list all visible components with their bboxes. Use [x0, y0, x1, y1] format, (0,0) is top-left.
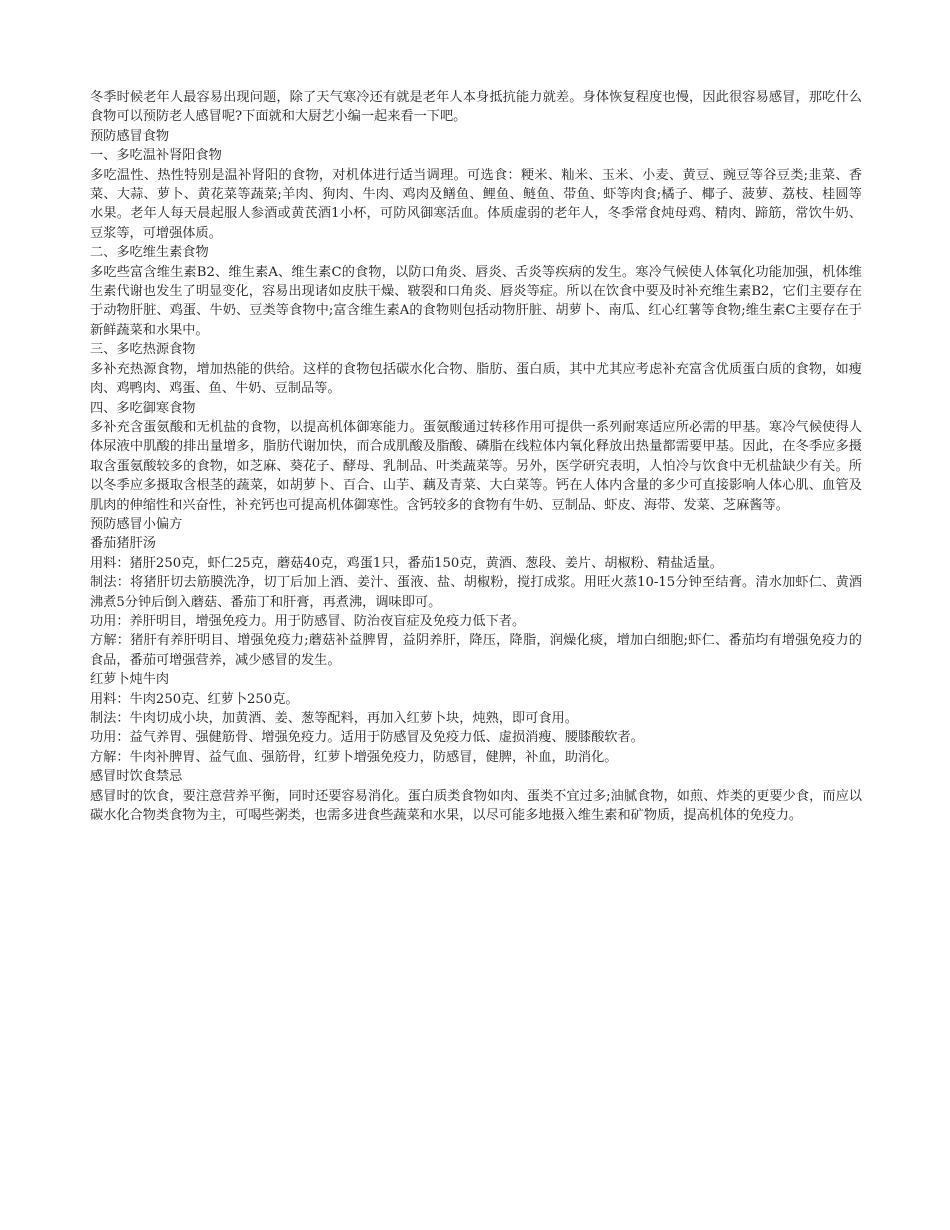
- recipe-method: 制法：牛肉切成小块，加黄酒、姜、葱等配料，再加入红萝卜块，炖熟，即可食用。: [90, 711, 578, 726]
- section-title-remedies: 预防感冒小偏方: [90, 516, 183, 532]
- section-title-diet-taboos: 感冒时饮食禁忌: [90, 769, 183, 785]
- recipe-ingredients: 用料：猪肝250克，虾仁25克，蘑菇40克，鸡蛋1只，番茄150克，黄酒、葱段、姜片、胡椒粉、精盐适量。: [90, 555, 723, 571]
- item-title-cold-resistance: 四、多吃御寒食物: [90, 400, 196, 416]
- recipe-effect: 功用：养肝明目，增强免疫力。用于防感冒、防治夜盲症及免疫力低下者。: [90, 613, 526, 629]
- recipe-title-carrot-beef: 红萝卜炖牛肉: [90, 672, 170, 688]
- item-text-vitamins: 多吃些富含维生素B2、维生素A、维生素C的食物，以防口角炎、唇炎、舌炎等疾病的发生。寒冷气候使人体氧化功能加强，机体维生素代谢也发生了明显变化，容易出现诸如皮肤干燥、皲裂和口角炎、唇炎等症。所以在饮食中要及时补充维生素B2，它们主要存在于动物肝脏、鸡蛋、牛奶、豆类等食物中;富含维生素A的食物则包括动物肝脏、胡萝卜、南瓜、红心红薯等食物;维生素C主要存在于新鲜蔬菜和水果中。: [90, 264, 862, 338]
- section-title-prevention-foods: 预防感冒食物: [90, 128, 170, 144]
- recipe-note: 方解：牛肉补脾胃、益气血、强筋骨，红萝卜增强免疫力，防感冒，健脾，补血，助消化。: [90, 749, 618, 765]
- item-text-heat-source: 多补充热源食物，增加热能的供给。这样的食物包括碳水化合物、脂肪、蛋白质，其中尤其应考虑补充富含优质蛋白质的食物，如瘦肉、鸡鸭肉、鸡蛋、鱼、牛奶、豆制品等。: [90, 361, 862, 397]
- recipe-effect: 功用：益气养胃、强健筋骨、增强免疫力。适用于防感冒及免疫力低、虚损消瘦、腰膝酸软者。: [90, 730, 644, 746]
- section-text-diet-taboos: 感冒时的饮食，要注意营养平衡，同时还要容易消化。蛋白质类食物如肉、蛋类不宜过多;油腻食物，如煎、炸类的更要少食，而应以碳水化合物类食物为主，可喝些粥类，也需多进食些蔬菜和水果，以尽可能多地摄入维生素和矿物质，提高机体的免疫力。: [90, 788, 862, 824]
- recipe-title-tomato-liver-soup: 番茄猪肝汤: [90, 536, 156, 552]
- item-text-kidney-yang: 多吃温性、热性特别是温补肾阳的食物，对机体进行适当调理。可选食：粳米、籼米、玉米、小麦、黄豆、豌豆等谷豆类;韭菜、香菜、大蒜、萝卜、黄花菜等蔬菜;羊肉、狗肉、牛肉、鸡肉及鳝鱼、鲤鱼、鲢鱼、带鱼、虾等肉食;橘子、椰子、菠萝、荔枝、桂圆等水果。老年人每天晨起服人参酒或黄芪酒1小杯，可防风御寒活血。体质虚弱的老年人，冬季常食炖母鸡、精肉、蹄筋，常饮牛奶、豆浆等，可增强体质。: [90, 167, 862, 241]
- item-title-kidney-yang: 一、多吃温补肾阳食物: [90, 148, 222, 164]
- intro-paragraph: 冬季时候老年人最容易出现问题，除了天气寒冷还有就是老年人本身抵抗能力就差。身体恢复程度也慢，因此很容易感冒，那吃什么食物可以预防老人感冒呢?下面就和大厨艺小编一起来看一下吧。: [90, 90, 862, 125]
- item-title-vitamins: 二、多吃维生素食物: [90, 245, 209, 261]
- article-body: [90, 88, 862, 825]
- item-title-heat-source: 三、多吃热源食物: [90, 342, 196, 358]
- recipe-method: 制法：将猪肝切去筋膜洗净，切丁后加上酒、姜汁、蛋液、盐、胡椒粉，搅打成浆。用旺火蒸10-15分钟至结膏。清水加虾仁、黄酒沸煮5分钟后倒入蘑菇、番茄丁和肝膏，再煮沸，调味即可。: [90, 575, 862, 610]
- item-text-cold-resistance: 多补充含蛋氨酸和无机盐的食物，以提高机体御寒能力。蛋氨酸通过转移作用可提供一系列耐寒适应所必需的甲基。寒冷气候使得人体尿液中肌酸的排出量增多，脂肪代谢加快，而合成肌酸及脂酸、磷脂在线粒体内氧化释放出热量都需要甲基。因此，在冬季应多摄取含蛋氨酸较多的食物，如芝麻、葵花子、酵母、乳制品、叶类蔬菜等。另外，医学研究表明，人怕冷与饮食中无机盐缺少有关。所以冬季应多摄取含根茎的蔬菜，如胡萝卜、百合、山芋、藕及青菜、大白菜等。钙在人体内含量的多少可直接影响人体心肌、血管及肌肉的伸缩性和兴奋性，补充钙也可提高机体御寒性。含钙较多的食物有牛奶、豆制品、虾皮、海带、发菜、芝麻酱等。: [90, 419, 862, 513]
- recipe-note: 方解：猪肝有养肝明目、增强免疫力;蘑菇补益脾胃，益阴养肝，降压，降脂，润燥化痰，增加白细胞;虾仁、番茄均有增强免疫力的食品，番茄可增强营养，减少感冒的发生。: [90, 633, 862, 668]
- recipe-ingredients: 用料：牛肉250克、红萝卜250克。: [90, 691, 299, 707]
